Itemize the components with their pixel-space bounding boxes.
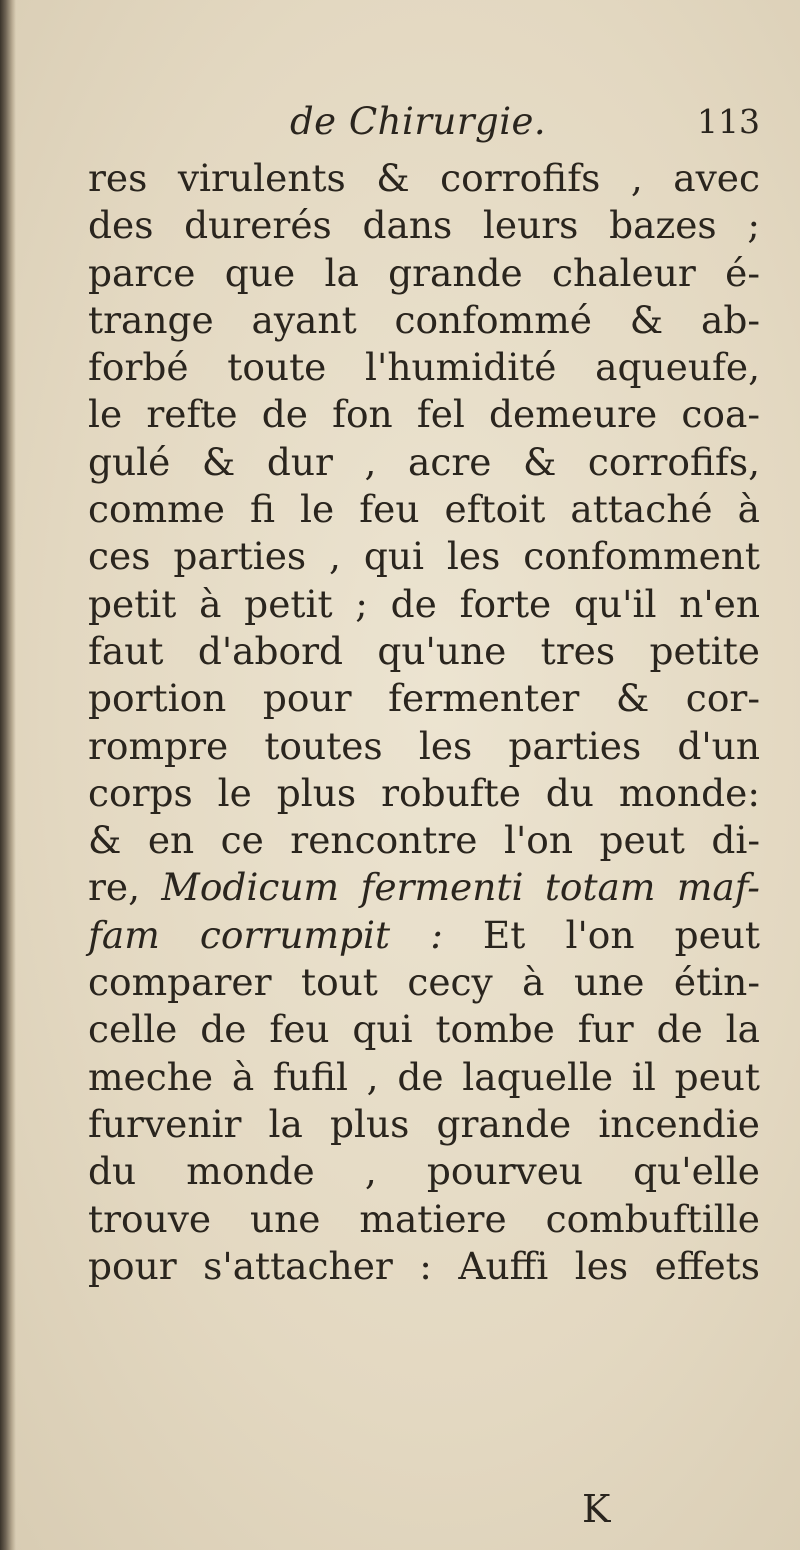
binding-gutter: [0, 0, 16, 1550]
text-line: res virulents & corrofifs , avec: [88, 156, 760, 200]
text-line: corps le plus robufte du monde:: [88, 770, 760, 815]
text-line: forbé toute l'humidité aqueufe,: [88, 345, 760, 390]
text-line: faut d'abord qu'une tres petite: [88, 628, 760, 673]
text-line-with-latin: [88, 864, 760, 911]
text-line: portion pour fermenter & cor-: [88, 676, 760, 721]
text-line: comparer tout cecy à une étin-: [88, 960, 760, 1005]
text-line: furvenir la plus grande incendie: [88, 1101, 760, 1146]
text-line: trouve une matiere combuftille: [88, 1196, 760, 1241]
running-head: [290, 100, 760, 150]
signature-mark: K: [582, 1487, 611, 1531]
text-line: du monde , pourveu qu'elle: [88, 1149, 760, 1194]
text-line: celle de feu qui tombe fur de la: [88, 1007, 760, 1052]
text-line: des durerés dans leurs bazes ;: [88, 203, 760, 248]
latin-quote-segment: Modicum fermenti totam maf-: [161, 865, 760, 910]
text-line: le refte de fon fel demeure coa-: [88, 392, 760, 437]
running-head-title: de Chirurgie.: [290, 100, 547, 143]
roman-segment: re,: [88, 865, 162, 910]
text-line: rompre toutes les parties d'un: [88, 723, 760, 768]
text-line: & en ce rencontre l'on peut di-: [88, 818, 760, 863]
text-line: petit à petit ; de forte qu'il n'en: [88, 581, 760, 626]
roman-segment: Et l'on peut: [442, 912, 760, 957]
text-line-with-latin: [88, 912, 760, 959]
text-line: trange ayant confommé & ab-: [88, 297, 760, 342]
text-line: gulé & dur , acre & corrofifs,: [88, 439, 760, 484]
latin-quote-segment: fam corrumpit :: [88, 912, 443, 957]
text-line: meche à fufil , de laquelle il peut: [88, 1054, 760, 1099]
text-line: ces parties , qui les confomment: [88, 534, 760, 579]
text-line: parce que la grande chaleur é-: [88, 250, 760, 295]
page-number: 113: [697, 102, 760, 141]
text-line: pour s'attacher : Auffi les effets: [88, 1243, 760, 1288]
body-text: [88, 155, 760, 1290]
text-line: comme fi le feu eftoit attaché à: [88, 487, 760, 532]
